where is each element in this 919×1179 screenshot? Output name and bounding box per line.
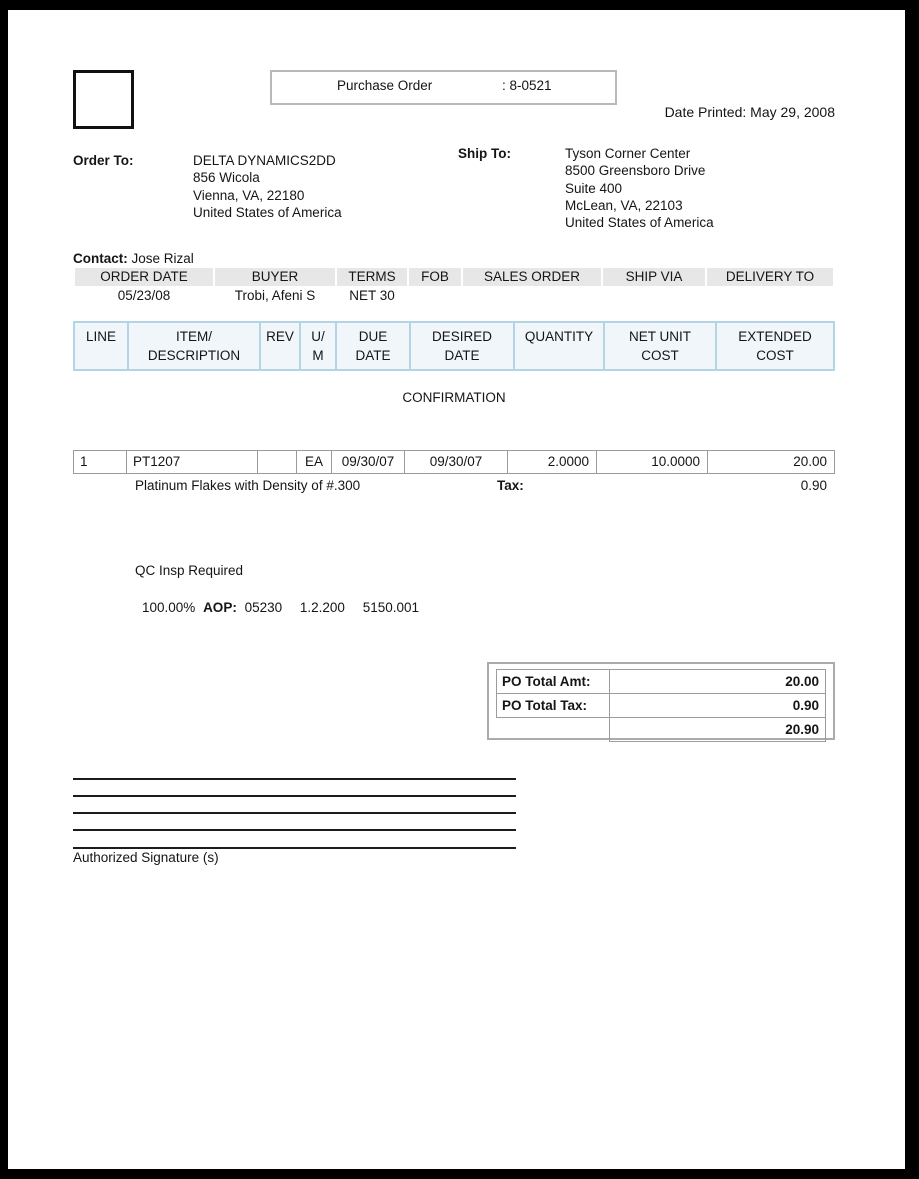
signature-line <box>73 778 516 780</box>
signature-line <box>73 795 516 797</box>
terms-value: NET 30 <box>349 288 395 303</box>
delivery-to-value <box>707 287 833 304</box>
qc-inspection-note: QC Insp Required <box>135 563 244 578</box>
items-header-desired-date: DESIRED DATE <box>411 323 515 369</box>
items-header-line: LINE <box>75 323 129 369</box>
item-net-unit-cost: 10.0000 <box>597 451 708 473</box>
items-header-quantity: QUANTITY <box>515 323 605 369</box>
order-info-header-row <box>75 268 833 286</box>
ship-to-line: Tyson Corner Center <box>565 146 691 161</box>
po-total-tax-value: 0.90 <box>609 694 825 718</box>
item-description: Platinum Flakes with Density of #.300 <box>135 478 361 493</box>
order-info-header: BUYER <box>215 268 335 286</box>
order-to-address <box>193 152 342 222</box>
signature-lines <box>73 778 516 850</box>
ship-to-label: Ship To: <box>458 146 511 161</box>
item-line-number: 1 <box>74 451 127 473</box>
aop-value: 1.2.200 <box>299 600 345 615</box>
po-title-box <box>270 70 617 105</box>
logo-placeholder-box <box>73 70 134 129</box>
order-info-header: TERMS <box>337 268 407 286</box>
contact-label: Contact: <box>73 251 128 266</box>
ship-to-line: McLean, VA, 22103 <box>565 197 683 213</box>
item-due-date: 09/30/07 <box>332 451 405 473</box>
contact-line <box>73 251 194 266</box>
items-header-rev: REV <box>261 323 301 369</box>
order-info-header: SALES ORDER <box>463 268 601 286</box>
item-table-row <box>73 450 835 474</box>
tax-label: Tax: <box>497 478 524 493</box>
fob-value <box>409 287 461 304</box>
order-to-line: DELTA DYNAMICS2DD <box>193 153 336 168</box>
po-grand-total-value: 20.90 <box>609 718 825 742</box>
order-to-line: 856 Wicola <box>193 170 260 186</box>
confirmation-text: CONFIRMATION <box>402 390 506 405</box>
buyer-value: Trobi, Afeni S <box>234 288 316 303</box>
po-total-tax-row <box>497 694 826 718</box>
aop-label: AOP: <box>203 600 237 615</box>
items-header-net-unit-cost: NET UNIT COST <box>605 323 717 369</box>
contact-name: Jose Rizal <box>131 251 194 266</box>
po-total-amt-value: 20.00 <box>609 670 825 694</box>
items-header-um: U/ M <box>301 323 337 369</box>
order-info-header: ORDER DATE <box>75 268 213 286</box>
po-total-tax-label: PO Total Tax: <box>497 694 610 718</box>
ship-to-address <box>565 145 714 231</box>
signature-line <box>73 829 516 831</box>
po-totals-table <box>496 669 826 742</box>
items-table-header-row <box>73 321 835 371</box>
item-rev <box>258 451 297 473</box>
aop-value: 05230 <box>244 600 283 615</box>
item-quantity: 2.0000 <box>508 451 597 473</box>
authorized-signature-label: Authorized Signature (s) <box>73 850 219 865</box>
aop-value: 5150.001 <box>362 600 420 615</box>
po-totals-box <box>487 662 835 740</box>
tax-value: 0.90 <box>800 478 827 493</box>
items-header-item-description: ITEM/ DESCRIPTION <box>129 323 261 369</box>
date-printed: Date Printed: May 29, 2008 <box>664 104 835 120</box>
aop-allocation-line <box>142 600 419 615</box>
ship-to-line: Suite 400 <box>565 180 623 196</box>
items-header-due-date: DUE DATE <box>337 323 411 369</box>
order-info-header: DELIVERY TO <box>707 268 833 286</box>
po-grand-total-row <box>497 718 826 742</box>
items-header-extended-cost: EXTENDED COST <box>738 329 812 363</box>
order-to-label: Order To: <box>73 153 134 168</box>
order-info-header: FOB <box>409 268 461 286</box>
po-number: : 8-0521 <box>502 78 552 93</box>
item-um: EA <box>297 451 332 473</box>
order-info-header: SHIP VIA <box>603 268 705 286</box>
signature-line <box>73 847 516 849</box>
item-extended-cost: 20.00 <box>793 454 827 469</box>
item-desired-date: 09/30/07 <box>405 451 508 473</box>
ship-to-line: United States of America <box>565 215 714 231</box>
order-date-value: 05/23/08 <box>117 288 171 303</box>
order-info-value-row <box>75 287 833 304</box>
sales-order-value <box>463 287 601 304</box>
item-description-row <box>73 478 835 496</box>
aop-percent: 100.00% <box>142 600 196 615</box>
po-total-amt-row <box>497 670 826 694</box>
po-total-amt-label: PO Total Amt: <box>497 670 610 694</box>
order-to-line: United States of America <box>193 205 342 221</box>
po-title: Purchase Order <box>337 78 433 93</box>
ship-via-value <box>603 287 705 304</box>
ship-to-line: 8500 Greensboro Drive <box>565 163 706 179</box>
item-code: PT1207 <box>127 451 258 473</box>
po-grand-total-label <box>497 718 610 742</box>
order-to-line: Vienna, VA, 22180 <box>193 187 305 203</box>
signature-line <box>73 812 516 814</box>
